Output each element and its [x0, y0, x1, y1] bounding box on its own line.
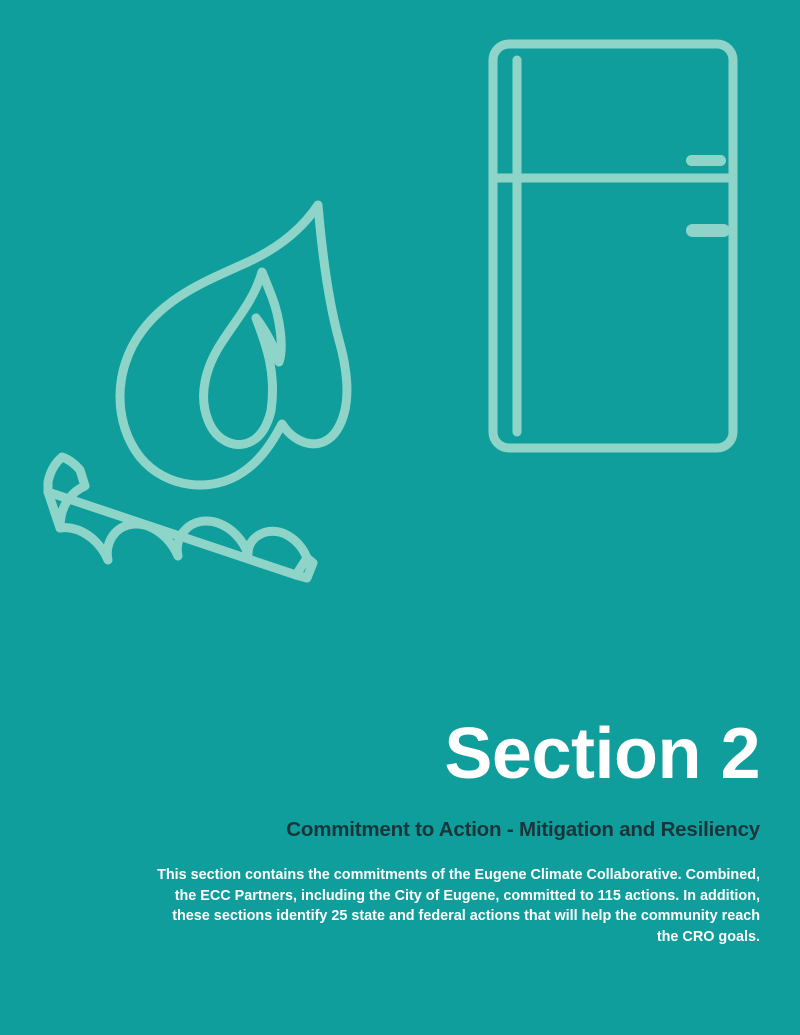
cover-text-block [40, 715, 760, 947]
gas-stove-burner-flame-icon [48, 205, 347, 578]
page-subtitle: Commitment to Action - Mitigation and Resiliency [286, 818, 760, 841]
page-body-text: This section contains the commitments of the Eugene Climate Collaborative. Combined, the ECC Partners, including the City of Eugene, committed to 115 actions. In addition, these sections identify 25 state and federal actions that will help the community reach the CRO goals. [157, 867, 760, 945]
page-title: Section 2 [444, 714, 760, 794]
refrigerator-icon [493, 44, 733, 448]
